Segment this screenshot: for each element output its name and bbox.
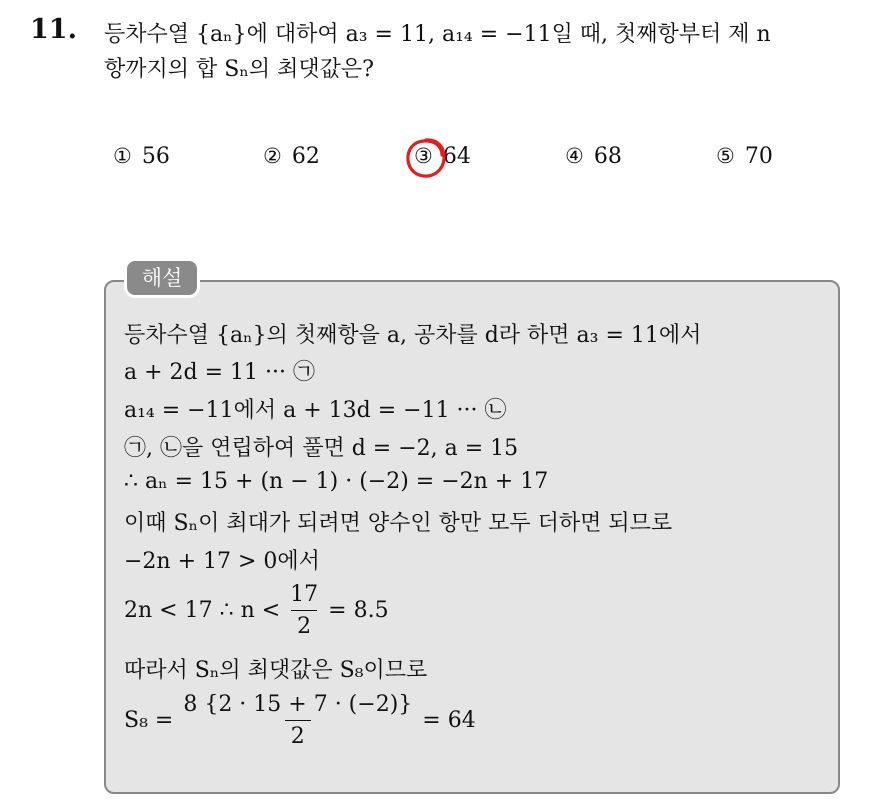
solution-line-6: 이때 Sₙ이 최대가 되려면 양수인 항만 모두 더하면 되므로 [124, 511, 673, 536]
inequality-numerator: 17 [290, 582, 319, 607]
inequality-denominator: 2 [291, 610, 317, 639]
final-prefix: S₈ = [124, 708, 174, 733]
choice-3-value: 64 [442, 144, 471, 169]
solution-line-3: a₁₄ = −11에서 a + 13d = −11 ··· ㉡ [124, 398, 507, 423]
final-denominator: 2 [285, 720, 311, 749]
solution-line-1: 등차수열 {aₙ}의 첫째항을 a, 공차를 d라 하면 a₃ = 11에서 [124, 323, 702, 348]
answer-choices [0, 144, 884, 174]
final-numerator: 8 {2 · 15 + 7 · (−2)} [183, 692, 413, 717]
choice-1[interactable] [113, 144, 170, 169]
inequality-fraction [284, 582, 324, 639]
solution-line-5: ∴ aₙ = 15 + (n − 1) · (−2) = −2n + 17 [124, 469, 549, 494]
choice-3-mark-text: ③ [414, 144, 433, 168]
solution-line-8: 따라서 Sₙ의 최댓값은 S₈이므로 [124, 658, 428, 683]
inequality-line [124, 582, 389, 639]
question-text-line-1: 등차수열 {aₙ}에 대하여 a₃ = 11, a₁₄ = −11일 때, 첫째항부터 제 n [104, 22, 771, 47]
question-number: 11. [30, 14, 77, 45]
solution-tab-label: 해설 [127, 261, 197, 295]
inequality-prefix: 2n < 17 ∴ n < [124, 598, 281, 623]
choice-1-value: 56 [141, 144, 170, 169]
choice-1-mark: ① [113, 144, 132, 168]
choice-4-value: 68 [593, 144, 622, 169]
choice-4-mark: ④ [565, 144, 584, 168]
choice-2-value: 62 [291, 144, 320, 169]
question-text-line-2: 항까지의 합 Sₙ의 최댓값은? [104, 57, 374, 82]
solution-line-7: −2n + 17 > 0에서 [124, 549, 320, 574]
choice-2-mark: ② [263, 144, 282, 168]
choice-5-mark: ⑤ [716, 144, 735, 168]
final-formula-line [124, 692, 476, 749]
choice-4[interactable] [565, 144, 622, 169]
inequality-suffix: = 8.5 [328, 598, 389, 623]
final-suffix: = 64 [422, 708, 476, 733]
choice-5-value: 70 [744, 144, 773, 169]
choice-3-mark [414, 144, 433, 168]
choice-2[interactable] [263, 144, 320, 169]
solution-line-2: a + 2d = 11 ··· ㉠ [124, 360, 315, 385]
choice-5[interactable] [716, 144, 773, 169]
final-fraction [177, 692, 418, 749]
choice-3[interactable] [414, 144, 471, 169]
solution-line-4: ㉠, ㉡을 연립하여 풀면 d = −2, a = 15 [124, 436, 519, 461]
